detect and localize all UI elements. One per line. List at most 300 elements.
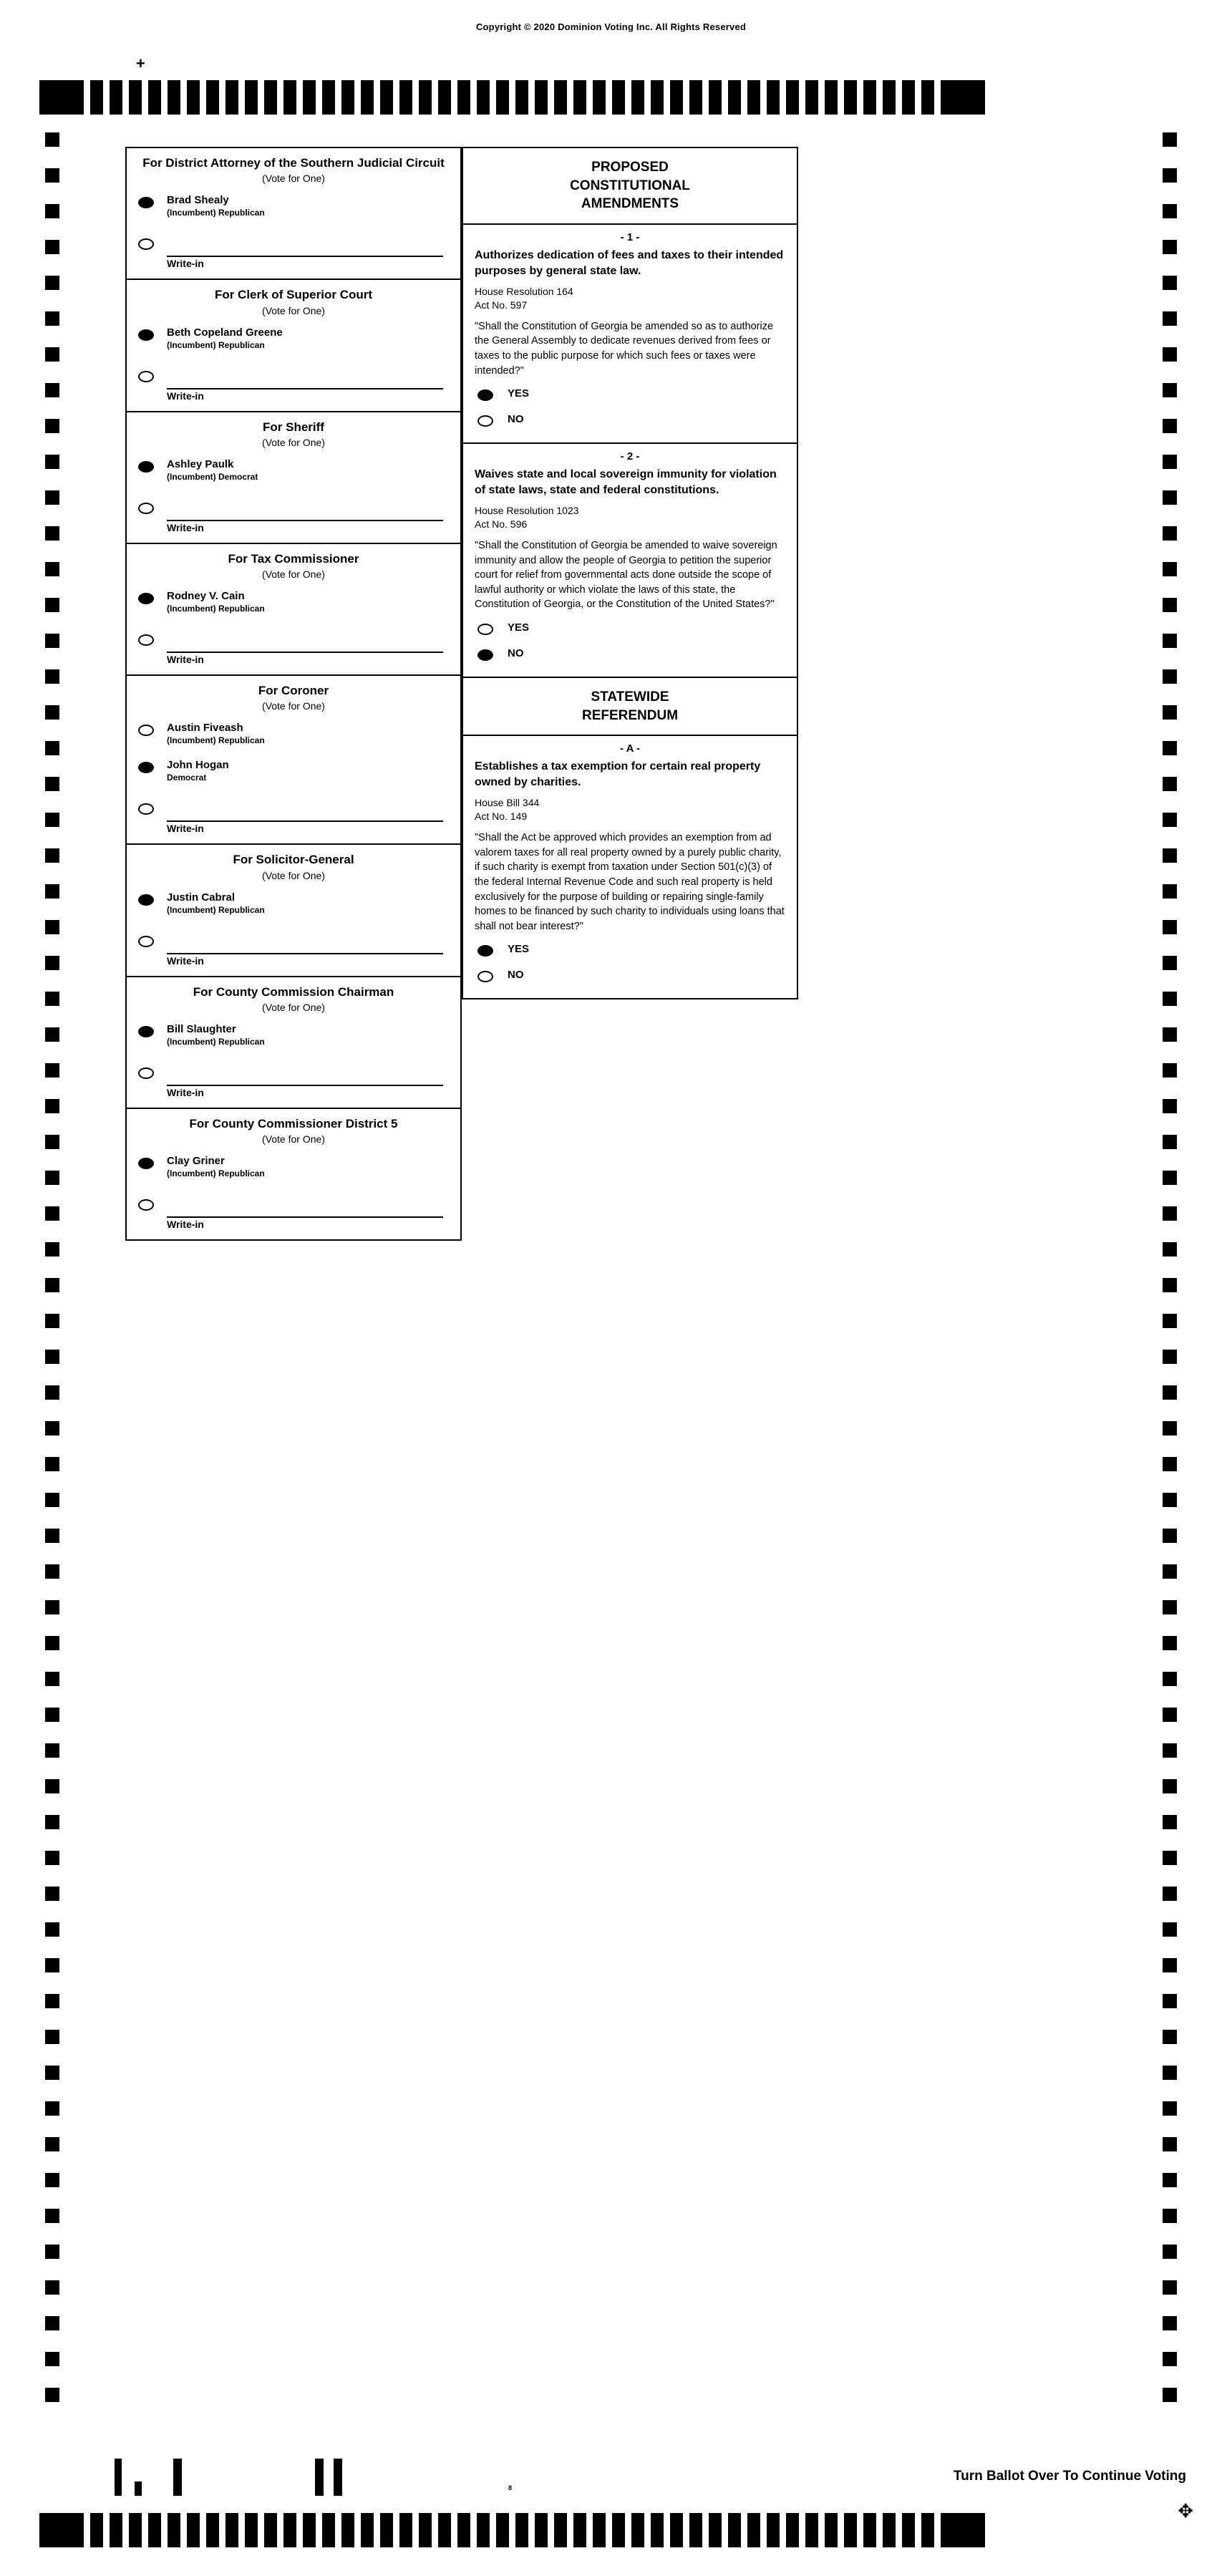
measure-number: - 2 - (620, 450, 640, 463)
timing-mark (1163, 1636, 1177, 1650)
timing-mark (45, 1708, 59, 1722)
timing-mark (45, 813, 59, 827)
timing-mark (670, 80, 683, 115)
contest (127, 977, 460, 1109)
timing-mark (1163, 1887, 1177, 1901)
yes-label: YES (508, 621, 530, 634)
timing-mark (45, 240, 59, 254)
timing-mark (45, 2388, 59, 2402)
timing-mark (226, 80, 238, 115)
timing-mark (45, 2316, 59, 2330)
timing-mark (45, 1135, 59, 1149)
timing-mark (45, 1779, 59, 1793)
timing-mark (747, 80, 760, 115)
yes-label: YES (508, 943, 530, 956)
timing-mark (45, 741, 59, 755)
timing-mark (805, 2513, 818, 2547)
no-option[interactable] (463, 967, 797, 992)
candidate-text (167, 1155, 450, 1180)
timing-mark (45, 1385, 59, 1400)
timing-mark (554, 2513, 567, 2547)
timing-mark (45, 562, 59, 576)
vote-oval[interactable] (138, 894, 154, 906)
timing-mark (168, 80, 180, 115)
timing-mark (45, 884, 59, 899)
header-line: STATEWIDE (591, 689, 669, 704)
timing-mark (45, 455, 59, 469)
contest-header (127, 544, 460, 586)
timing-marks-right (1163, 132, 1177, 2424)
vote-for-instruction: (Vote for One) (262, 173, 325, 185)
no-label: NO (508, 413, 524, 426)
timing-mark (45, 1529, 59, 1543)
timing-mark (341, 2513, 354, 2547)
timing-mark (573, 80, 586, 115)
candidate-name: Austin Fiveash (167, 722, 243, 735)
timing-mark (1163, 132, 1177, 147)
timing-mark (1163, 848, 1177, 863)
candidate-option[interactable] (127, 755, 460, 792)
timing-mark (1163, 276, 1177, 290)
timing-mark (168, 2513, 180, 2547)
timing-mark (1163, 1672, 1177, 1686)
timing-mark (941, 80, 985, 115)
timing-mark (1163, 1815, 1177, 1829)
timing-mark (593, 2513, 606, 2547)
header-line: CONSTITUTIONAL (570, 178, 690, 193)
ballot-column-right (462, 147, 798, 999)
timing-mark (747, 2513, 760, 2547)
timing-mark (110, 2513, 122, 2547)
candidate-name: Rodney V. Cain (167, 590, 245, 602)
timing-mark (631, 80, 644, 115)
timing-mark (612, 80, 625, 115)
timing-mark (1163, 741, 1177, 755)
timing-mark (689, 80, 702, 115)
timing-mark (45, 168, 59, 183)
timing-mark (1163, 2066, 1177, 2080)
candidate-name: Brad Shealy (167, 194, 229, 207)
vote-oval[interactable] (138, 762, 154, 773)
candidate-party: (Incumbent) Republican (167, 735, 265, 746)
timing-mark (1163, 1493, 1177, 1507)
candidate-text (167, 326, 450, 352)
candidate-name: John Hogan (167, 759, 229, 772)
measure-reference: House Resolution 1023 Act No. 596 (475, 505, 579, 531)
timing-mark (1163, 1529, 1177, 1543)
timing-mark (90, 80, 103, 115)
timing-mark (45, 1600, 59, 1614)
timing-mark (496, 80, 509, 115)
timing-mark (593, 80, 606, 115)
timing-mark (45, 920, 59, 934)
timing-mark (45, 1314, 59, 1328)
timing-mark (573, 2513, 586, 2547)
turn-ballot-over-instruction: Turn Ballot Over To Continue Voting (953, 2469, 1186, 2484)
timing-mark (45, 1672, 59, 1686)
timing-mark (45, 705, 59, 720)
contest-header (127, 280, 460, 321)
timing-mark (245, 80, 258, 115)
candidate-option[interactable] (127, 1019, 460, 1056)
timing-mark (1163, 1171, 1177, 1185)
timing-mark (457, 2513, 470, 2547)
timing-mark (45, 2352, 59, 2366)
write-in-option[interactable] (127, 1188, 460, 1239)
contest-header (127, 412, 460, 454)
yes-oval[interactable] (477, 945, 493, 957)
measure-text: "Shall the Constitution of Georgia be amended to waive sovereign immunity and allow the people of Georgia to petition the superior court for relief from governmental acts done outside the scope of lawful authority or which violate the laws of this state, the Constitution of Georgia, or the Constitution of the United States?" (475, 540, 777, 611)
timing-mark (1163, 1063, 1177, 1078)
timing-mark (863, 80, 876, 115)
timing-mark (1163, 383, 1177, 397)
timing-mark (39, 2513, 84, 2547)
candidate-text (167, 722, 450, 747)
vote-oval[interactable] (138, 593, 154, 604)
timing-mark (45, 1887, 59, 1901)
timing-mark (322, 2513, 335, 2547)
timing-mark (477, 2513, 490, 2547)
candidate-text (167, 891, 450, 916)
timing-mark (45, 1743, 59, 1758)
write-in-line[interactable] (167, 1198, 443, 1218)
timing-mark (187, 80, 200, 115)
timing-mark (45, 2173, 59, 2187)
timing-mark (303, 80, 316, 115)
header-line: AMENDMENTS (581, 196, 679, 212)
timing-mark (264, 2513, 277, 2547)
contest-title: For County Commissioner District 5 (189, 1116, 398, 1130)
contest (127, 676, 460, 845)
measure-summary: Establishes a tax exemption for certain real property owned by charities. (475, 760, 761, 789)
timing-mark (45, 992, 59, 1006)
timing-mark (361, 2513, 374, 2547)
timing-mark (477, 80, 490, 115)
yes-option[interactable] (463, 385, 797, 411)
timing-mark (1163, 956, 1177, 970)
contest-title: For Sheriff (263, 420, 324, 434)
timing-mark (1163, 634, 1177, 648)
candidate-option[interactable] (127, 887, 460, 924)
timing-mark (361, 80, 374, 115)
vote-oval[interactable] (138, 1026, 154, 1037)
timing-marks-left (45, 132, 59, 2424)
timing-mark (728, 2513, 741, 2547)
timing-mark (1163, 1600, 1177, 1614)
timing-mark (129, 80, 142, 115)
timing-mark (45, 1350, 59, 1364)
vote-oval[interactable] (138, 197, 154, 208)
write-in-option[interactable] (127, 792, 460, 843)
timing-mark (1163, 2245, 1177, 2259)
vote-oval[interactable] (138, 1158, 154, 1169)
candidate-party: (Incumbent) Republican (167, 208, 265, 218)
timing-mark (419, 2513, 432, 2547)
timing-mark (689, 2513, 702, 2547)
timing-mark (45, 1457, 59, 1471)
timing-mark (1163, 705, 1177, 720)
candidate-name: Clay Griner (167, 1155, 225, 1167)
no-option[interactable] (463, 411, 797, 437)
timing-mark (45, 848, 59, 863)
timing-mark (805, 80, 818, 115)
contest (127, 412, 460, 544)
timing-mark (496, 2513, 509, 2547)
timing-mark (825, 80, 838, 115)
timing-mark (226, 2513, 238, 2547)
timing-mark (612, 2513, 625, 2547)
no-oval[interactable] (477, 649, 493, 661)
no-oval[interactable] (477, 971, 493, 982)
timing-mark (921, 80, 934, 115)
timing-mark (39, 80, 84, 115)
measure-reference: House Bill 344 Act No. 149 (475, 797, 540, 823)
timing-mark (1163, 1779, 1177, 1793)
candidate-party: (Incumbent) Republican (167, 904, 265, 915)
timing-mark (1163, 562, 1177, 576)
write-in-option[interactable] (127, 623, 460, 674)
candidate-name: Beth Copeland Greene (167, 326, 283, 339)
contest (127, 845, 460, 977)
timing-mark (844, 2513, 857, 2547)
timing-mark (1163, 1421, 1177, 1435)
contest-title: For Solicitor-General (233, 853, 354, 867)
write-in-oval[interactable] (138, 803, 154, 815)
contest-title: For County Commission Chairman (193, 984, 394, 999)
yes-oval[interactable] (477, 389, 493, 401)
timing-mark (438, 80, 451, 115)
timing-mark (1163, 1206, 1177, 1221)
write-in-oval[interactable] (138, 634, 154, 646)
timing-mark (786, 2513, 799, 2547)
timing-mark (45, 2209, 59, 2223)
vote-oval[interactable] (138, 725, 154, 736)
candidate-party: (Incumbent) Republican (167, 339, 265, 350)
candidate-party: (Incumbent) Democrat (167, 471, 258, 482)
yes-option[interactable] (463, 619, 797, 645)
candidate-option[interactable] (127, 717, 460, 755)
write-in-line[interactable] (167, 633, 443, 653)
candidate-option[interactable] (127, 190, 460, 227)
timing-mark (457, 80, 470, 115)
timing-mark (264, 80, 277, 115)
yes-label: YES (508, 387, 530, 400)
timing-mark (45, 1063, 59, 1078)
ballot-column-left (125, 147, 462, 1241)
timing-mark (187, 2513, 200, 2547)
timing-mark (1163, 1743, 1177, 1758)
timing-mark (883, 80, 896, 115)
timing-mark (45, 1958, 59, 1972)
candidate-party: Democrat (167, 773, 207, 783)
timing-mark (1163, 813, 1177, 827)
vote-oval[interactable] (138, 329, 154, 341)
timing-mark (1163, 992, 1177, 1006)
write-in-line[interactable] (167, 237, 443, 257)
timing-mark (1163, 2137, 1177, 2151)
timing-mark (1163, 2352, 1177, 2366)
timing-mark (283, 80, 296, 115)
write-in-oval[interactable] (138, 238, 154, 250)
timing-mark (45, 669, 59, 684)
timing-mark (1163, 204, 1177, 218)
write-in-label: Write-in (167, 1219, 204, 1230)
timing-marks-top (39, 80, 1185, 115)
vote-for-instruction: (Vote for One) (262, 869, 325, 881)
timing-mark (786, 80, 799, 115)
timing-mark (45, 1421, 59, 1435)
timing-mark (1163, 777, 1177, 791)
timing-mark (419, 80, 432, 115)
write-in-line[interactable] (167, 802, 443, 822)
write-in-line[interactable] (167, 501, 443, 521)
timing-mark (767, 2513, 780, 2547)
write-in-oval[interactable] (138, 936, 154, 947)
timing-mark (709, 2513, 722, 2547)
candidate-name: Ashley Paulk (167, 457, 234, 470)
measure-number: - A - (619, 742, 641, 755)
candidate-option[interactable] (127, 586, 460, 623)
candidate-option[interactable] (127, 1151, 460, 1188)
write-in-option[interactable] (127, 227, 460, 279)
timing-mark (709, 80, 722, 115)
timing-mark (1163, 1350, 1177, 1364)
timing-mark (399, 2513, 412, 2547)
timing-mark (554, 80, 567, 115)
timing-marks-bottom (39, 2513, 1185, 2547)
yes-oval[interactable] (477, 624, 493, 635)
timing-mark (303, 2513, 316, 2547)
ballot-id-suffix: 8 (508, 2484, 513, 2492)
write-in-label: Write-in (167, 954, 204, 967)
timing-mark (1163, 240, 1177, 254)
write-in-oval[interactable] (138, 503, 154, 514)
candidate-text (167, 759, 450, 784)
no-label: NO (508, 647, 524, 659)
measure-number: - 1 - (620, 231, 640, 243)
timing-mark (1163, 1314, 1177, 1328)
vote-for-instruction: (Vote for One) (262, 568, 325, 580)
timing-mark (45, 526, 59, 541)
write-in-oval[interactable] (138, 1199, 154, 1211)
timing-mark (1163, 920, 1177, 934)
statewide-referendum-header (463, 678, 797, 736)
contest-header (127, 1109, 460, 1151)
candidate-text (167, 458, 450, 483)
timing-mark (1163, 419, 1177, 433)
yes-option[interactable] (463, 941, 797, 967)
timing-mark (45, 2245, 59, 2259)
candidate-option[interactable] (127, 322, 460, 359)
timing-mark (1163, 2173, 1177, 2187)
timing-mark (45, 2101, 59, 2116)
vote-for-instruction: (Vote for One) (262, 1001, 325, 1013)
write-in-label: Write-in (167, 1086, 204, 1098)
write-in-oval[interactable] (138, 371, 154, 382)
timing-mark (883, 2513, 896, 2547)
timing-mark (341, 80, 354, 115)
timing-mark (129, 2513, 142, 2547)
contest-title: For Tax Commissioner (228, 551, 359, 566)
timing-mark (902, 2513, 915, 2547)
write-in-line[interactable] (167, 369, 443, 389)
timing-mark (670, 2513, 683, 2547)
write-in-oval[interactable] (138, 1067, 154, 1079)
candidate-party: (Incumbent) Republican (167, 1168, 265, 1178)
timing-mark (45, 1493, 59, 1507)
write-in-option[interactable] (127, 491, 460, 543)
timing-mark (206, 2513, 219, 2547)
timing-mark (45, 419, 59, 433)
timing-mark (1163, 2030, 1177, 2044)
write-in-line[interactable] (167, 1066, 443, 1086)
timing-mark (1163, 168, 1177, 183)
timing-mark (902, 80, 915, 115)
timing-mark (1163, 1564, 1177, 1579)
timing-mark (45, 1027, 59, 1042)
candidate-option[interactable] (127, 454, 460, 491)
write-in-label: Write-in (167, 389, 204, 402)
candidate-text (167, 194, 450, 219)
no-oval[interactable] (477, 415, 493, 427)
timing-mark (90, 2513, 103, 2547)
timing-mark (863, 2513, 876, 2547)
vote-oval[interactable] (138, 461, 154, 473)
contest (127, 148, 460, 280)
timing-mark (45, 1851, 59, 1865)
contest (127, 1109, 460, 1239)
timing-mark (767, 80, 780, 115)
measure-text: "Shall the Constitution of Georgia be amended so as to authorize the General Assembly to dedicate revenues derived from fees or taxes to the public purpose for which such fees or taxes were intended?" (475, 320, 774, 377)
timing-mark (1163, 1922, 1177, 1937)
timing-mark (1163, 526, 1177, 541)
measure-reference: House Resolution 164 Act No. 597 (475, 286, 573, 311)
timing-mark (45, 1171, 59, 1185)
timing-mark (1163, 1027, 1177, 1042)
proposed-amendments-header (463, 148, 797, 225)
timing-mark (1163, 490, 1177, 505)
constitutional-amendment (463, 444, 797, 678)
no-option[interactable] (463, 645, 797, 671)
timing-mark (631, 2513, 644, 2547)
timing-mark (515, 2513, 528, 2547)
contest-header (127, 977, 460, 1019)
write-in-option[interactable] (127, 1056, 460, 1108)
write-in-option[interactable] (127, 924, 460, 976)
timing-mark (1163, 598, 1177, 612)
measure-text: "Shall the Act be approved which provides an exemption from ad valorem taxes for all real property owned by a purely public charity, if such charity is exempt from taxation under Section 501(c)(3) of the federal Internal Revenue Code and such real property is held exclusively for the purpose of building or repairing single-family homes to be financed by such charity to individuals using loans that shall not bear interest?" (475, 832, 785, 932)
contest-title: For Clerk of Superior Court (214, 288, 373, 302)
candidate-party: (Incumbent) Republican (167, 1036, 265, 1047)
timing-mark (1163, 2101, 1177, 2116)
timing-mark (1163, 884, 1177, 899)
timing-mark (941, 2513, 985, 2547)
timing-mark (283, 2513, 296, 2547)
write-in-option[interactable] (127, 359, 460, 411)
write-in-label: Write-in (167, 521, 204, 533)
timing-mark (245, 2513, 258, 2547)
timing-mark (1163, 1385, 1177, 1400)
vote-for-instruction: (Vote for One) (262, 436, 325, 448)
write-in-line[interactable] (167, 934, 443, 954)
timing-mark (844, 80, 857, 115)
timing-mark (515, 80, 528, 115)
timing-mark (1163, 1242, 1177, 1256)
timing-mark (45, 634, 59, 648)
write-in-label: Write-in (167, 258, 204, 270)
timing-mark (45, 2066, 59, 2080)
timing-mark (380, 80, 393, 115)
